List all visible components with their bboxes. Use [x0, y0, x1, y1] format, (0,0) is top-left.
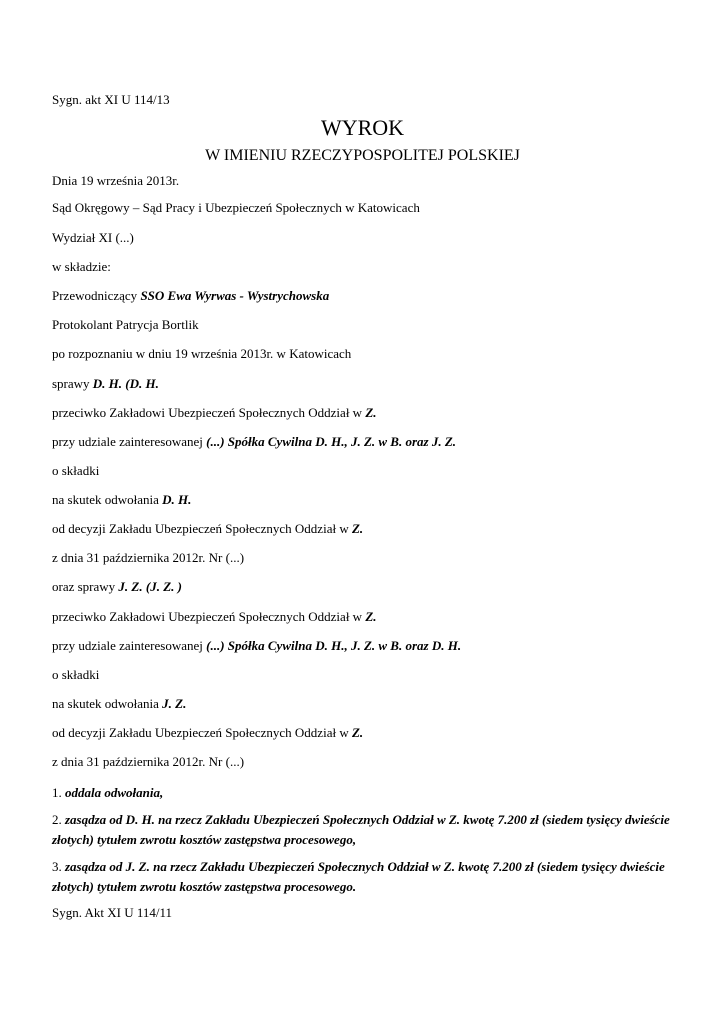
- date-line: Dnia 19 września 2013r.: [52, 173, 180, 188]
- case1-party-prefix: sprawy: [52, 376, 93, 391]
- ruling-item: [52, 785, 163, 801]
- clerk-line: Protokolant Patrycja Bortlik: [52, 317, 199, 332]
- ruling-text: oddala odwołania,: [65, 785, 164, 800]
- ruling-number: 2.: [52, 812, 65, 827]
- case2-decision-prefix: od decyzji Zakładu Ubezpieczeń Społecznych Oddział w: [52, 725, 352, 740]
- case2-subject: o składki: [52, 667, 100, 682]
- case2-party-prefix: oraz sprawy: [52, 579, 119, 594]
- case2-against-line: [52, 609, 377, 625]
- ruling-number: 3.: [52, 859, 65, 874]
- case1-appeal: D. H.: [162, 492, 192, 507]
- footer-case-number: Sygn. Akt XI U 114/11: [52, 905, 173, 920]
- chair-line: [52, 288, 329, 304]
- case2-against-prefix: przeciwko Zakładowi Ubezpieczeń Społecznych Oddział w: [52, 609, 366, 624]
- document-subtitle: W IMIENIU RZECZYPOSPOLITEJ POLSKIEJ: [205, 147, 520, 164]
- case2-interested-line: [52, 638, 461, 654]
- case2-interested-prefix: przy udziale zainteresowanej: [52, 638, 207, 653]
- case2-party: J. Z. (J. Z. ): [118, 579, 182, 594]
- chair-name: SSO Ewa Wyrwas - Wystrychowska: [140, 288, 330, 303]
- case2-appeal-line: [52, 696, 186, 712]
- case1-party: D. H. (D. H.: [92, 376, 159, 391]
- hearing-line: po rozpoznaniu w dniu 19 września 2013r. w Katowicach: [52, 346, 352, 361]
- case1-against-line: [52, 405, 377, 421]
- case1-interested: (...) Spółka Cywilna D. H., J. Z. w B. oraz J. Z.: [206, 434, 457, 449]
- case1-party-line: [52, 376, 159, 392]
- case2-party-line: [52, 579, 182, 595]
- case1-interested-prefix: przy udziale zainteresowanej: [52, 434, 207, 449]
- document-title: WYROK: [320, 115, 405, 140]
- case1-decision: Z.: [351, 521, 364, 536]
- case1-appeal-line: [52, 492, 191, 508]
- ruling-text: zasądza od D. H. na rzecz Zakładu Ubezpieczeń Społecznych Oddział w Z. kwotę 7.200 zł (siedem tysięcy dwieście złotych) tytułem zwrotu kosztów zastępstwa procesowego,: [52, 812, 670, 847]
- case2-interested: (...) Spółka Cywilna D. H., J. Z. w B. oraz D. H.: [206, 638, 462, 653]
- division: Wydział XI (...): [52, 230, 134, 245]
- case1-against-prefix: przeciwko Zakładowi Ubezpieczeń Społecznych Oddział w: [52, 405, 366, 420]
- court-name: Sąd Okręgowy – Sąd Pracy i Ubezpieczeń Społecznych w Katowicach: [52, 200, 420, 215]
- composition-label: w składzie:: [52, 259, 111, 274]
- case1-date: z dnia 31 października 2012r. Nr (...): [52, 550, 245, 565]
- case2-appeal: J. Z.: [162, 696, 187, 711]
- case2-date: z dnia 31 października 2012r. Nr (...): [52, 754, 245, 769]
- ruling-number: 1.: [52, 785, 65, 800]
- case2-decision: Z.: [351, 725, 364, 740]
- ruling-item: [52, 810, 682, 850]
- chair-label: Przewodniczący: [52, 288, 141, 303]
- case1-appeal-prefix: na skutek odwołania: [52, 492, 163, 507]
- case1-against: Z.: [365, 405, 377, 420]
- case1-subject: o składki: [52, 463, 100, 478]
- case1-interested-line: [52, 434, 456, 450]
- case2-appeal-prefix: na skutek odwołania: [52, 696, 163, 711]
- case1-decision-line: [52, 521, 363, 537]
- case-number: Sygn. akt XI U 114/13: [52, 92, 170, 107]
- case2-decision-line: [52, 725, 363, 741]
- case1-decision-prefix: od decyzji Zakładu Ubezpieczeń Społecznych Oddział w: [52, 521, 352, 536]
- ruling-text: zasądza od J. Z. na rzecz Zakładu Ubezpieczeń Społecznych Oddział w Z. kwotę 7.200 zł (siedem tysięcy dwieście złotych) tytułem zwrotu kosztów zastępstwa procesowego.: [52, 859, 665, 894]
- case2-against: Z.: [365, 609, 377, 624]
- ruling-item: [52, 857, 682, 897]
